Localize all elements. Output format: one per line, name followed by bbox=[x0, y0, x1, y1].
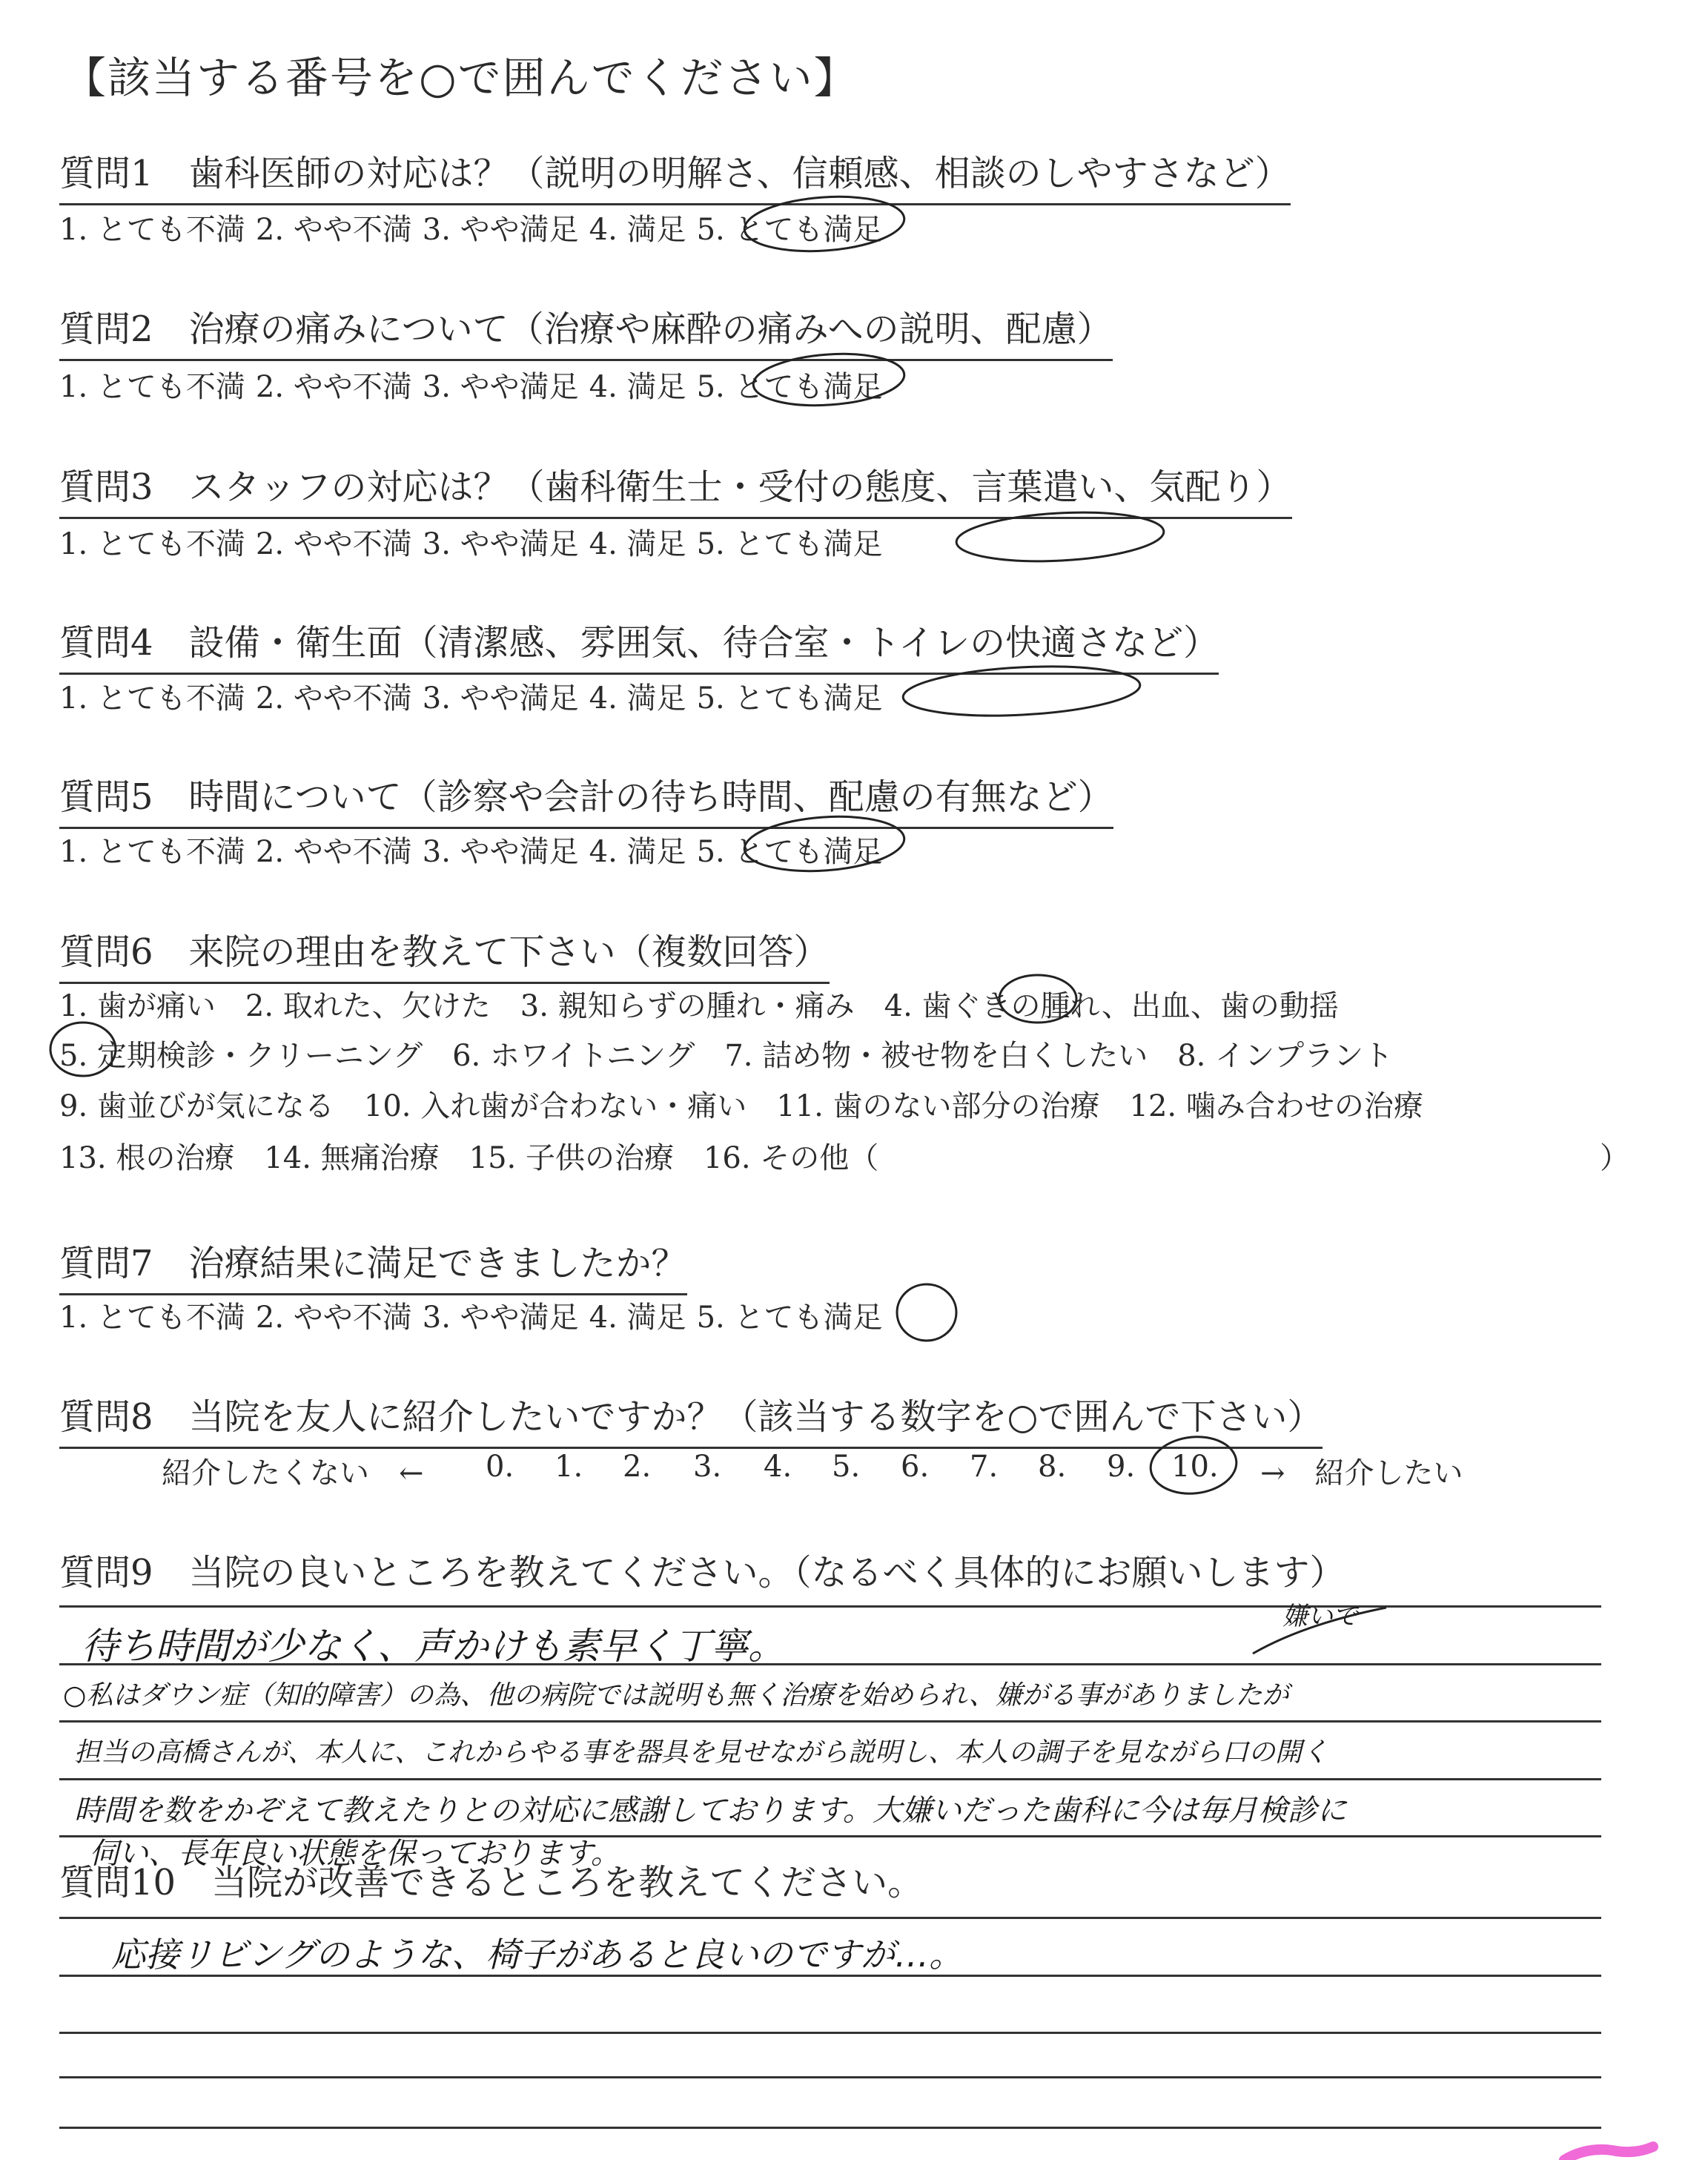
question-8: 質問8 当院を友人に紹介したいですか？（該当する数字を○で囲んで下さい） bbox=[59, 1388, 1323, 1449]
q8-number-option: 5. bbox=[832, 1450, 861, 1484]
q8-left-label: 紹介したくない ← bbox=[162, 1456, 424, 1490]
q8-number-option: 6. bbox=[901, 1450, 930, 1484]
q8-right-label: → 紹介したい bbox=[1260, 1456, 1463, 1490]
q9-handwriting-1: 待ち時間が少なく、声かけも素早く丁寧。 bbox=[82, 1625, 785, 1668]
q9-handwriting-3: 担当の高橋さんが、本人に、これからやる事を器具を見せながら説明し、本人の調子を見ながら口の開く bbox=[74, 1737, 1329, 1768]
q8-selected-circle bbox=[1148, 1433, 1239, 1498]
q4-selected-circle bbox=[902, 661, 1142, 721]
q2-selected-circle bbox=[752, 349, 906, 410]
q8-number-option: 3. bbox=[693, 1450, 722, 1484]
q8-number-option: 9. bbox=[1107, 1450, 1136, 1484]
question-2: 質問2 治療の痛みについて（治療や麻酔の痛みへの説明、配慮） bbox=[59, 300, 1113, 361]
q8-number-option: 8. bbox=[1038, 1450, 1067, 1484]
q8-number-option: 10. bbox=[1171, 1450, 1219, 1484]
q9-handwriting-5: 伺い、長年良い状態を保っております。 bbox=[89, 1837, 620, 1871]
question-10: 質問10 当院が改善できるところを教えてください。 bbox=[59, 1862, 924, 1903]
q8-number-option: 1. bbox=[555, 1450, 583, 1484]
q1-options: 1. とても不満 2. やや不満 3. やや満足 4. 満足 5. とても満足 bbox=[59, 213, 883, 247]
q6-row-3: 9. 歯並びが気になる 10. 入れ歯が合わない・痛い 11. 歯のない部分の治療 12. 噛み合わせの治療 bbox=[59, 1089, 1423, 1123]
question-1: 質問1 歯科医師の対応は？（説明の明解さ、信頼感、相談のしやすさなど） bbox=[59, 145, 1291, 205]
question-6: 質問6 来院の理由を教えて下さい（複数回答） bbox=[59, 923, 830, 984]
question-4: 質問4 設備・衛生面（清潔感、雰囲気、待合室・トイレの快適さなど） bbox=[59, 614, 1219, 675]
question-3: 質問3 スタッフの対応は？（歯科衛生士・受付の態度、言葉遣い、気配り） bbox=[59, 458, 1292, 519]
q6-row-1: 1. 歯が痛い 2. 取れた、欠けた 3. 親知らずの腫れ・痛み 4. 歯ぐきの腫れ、出血、歯の動揺 bbox=[59, 989, 1339, 1023]
q9-handwriting-4: 時間を数をかぞえて教えたりとの対応に感謝しております。大嫌いだった歯科に今は毎月検診に bbox=[74, 1794, 1347, 1828]
q3-selected-circle bbox=[956, 508, 1165, 567]
q7-options: 1. とても不満 2. やや不満 3. やや満足 4. 満足 5. とても満足 bbox=[59, 1301, 883, 1335]
q9-handwriting-2: ○私はダウン症（知的障害）の為、他の病院では説明も無く治療を始められ、嫌がる事がありましたが bbox=[63, 1680, 1289, 1711]
q1-selected-circle bbox=[743, 192, 906, 257]
q5-options: 1. とても不満 2. やや不満 3. やや満足 4. 満足 5. とても満足 bbox=[59, 835, 883, 869]
q5-selected-circle bbox=[743, 812, 906, 876]
q8-number-option: 2. bbox=[623, 1450, 652, 1484]
q10-handwriting: 応接リビングのような、椅子があると良いのですが…。 bbox=[111, 1935, 964, 1975]
q8-number-option: 7. bbox=[970, 1450, 999, 1484]
q9-handwriting-insert: 嫌いで bbox=[1282, 1602, 1358, 1631]
question-9: 質問9 当院の良いところを教えてください。（なるべく具体的にお願いします） bbox=[59, 1552, 1345, 1593]
q6-selected-circle-4 bbox=[999, 975, 1076, 1023]
pink-marker-mark bbox=[1564, 2147, 1653, 2160]
q3-options: 1. とても不満 2. やや不満 3. やや満足 4. 満足 5. とても満足 bbox=[59, 527, 883, 561]
q7-selected-circle bbox=[897, 1284, 956, 1341]
question-5: 質問5 時間について（診察や会計の待ち時間、配慮の有無など） bbox=[59, 768, 1113, 829]
page-title: 【該当する番号を○で囲んでください】 bbox=[63, 53, 858, 103]
question-7: 質問7 治療結果に満足できましたか？ bbox=[59, 1235, 687, 1295]
q6-close-paren: ） bbox=[1600, 1141, 1629, 1175]
q8-number-option: 4. bbox=[764, 1450, 792, 1484]
q9-insertion-mark bbox=[1253, 1608, 1386, 1654]
q6-selected-circle-5 bbox=[50, 1023, 116, 1076]
q4-options: 1. とても不満 2. やや不満 3. やや満足 4. 満足 5. とても満足 bbox=[59, 681, 883, 716]
q6-row-4: 13. 根の治療 14. 無痛治療 15. 子供の治療 16. その他（ bbox=[59, 1141, 879, 1175]
q8-number-option: 0. bbox=[486, 1450, 514, 1484]
q2-options: 1. とても不満 2. やや不満 3. やや満足 4. 満足 5. とても満足 bbox=[59, 370, 883, 404]
q6-row-2: 5. 定期検診・クリーニング 6. ホワイトニング 7. 詰め物・被せ物を白くしたい 8. インプラント bbox=[59, 1039, 1394, 1073]
